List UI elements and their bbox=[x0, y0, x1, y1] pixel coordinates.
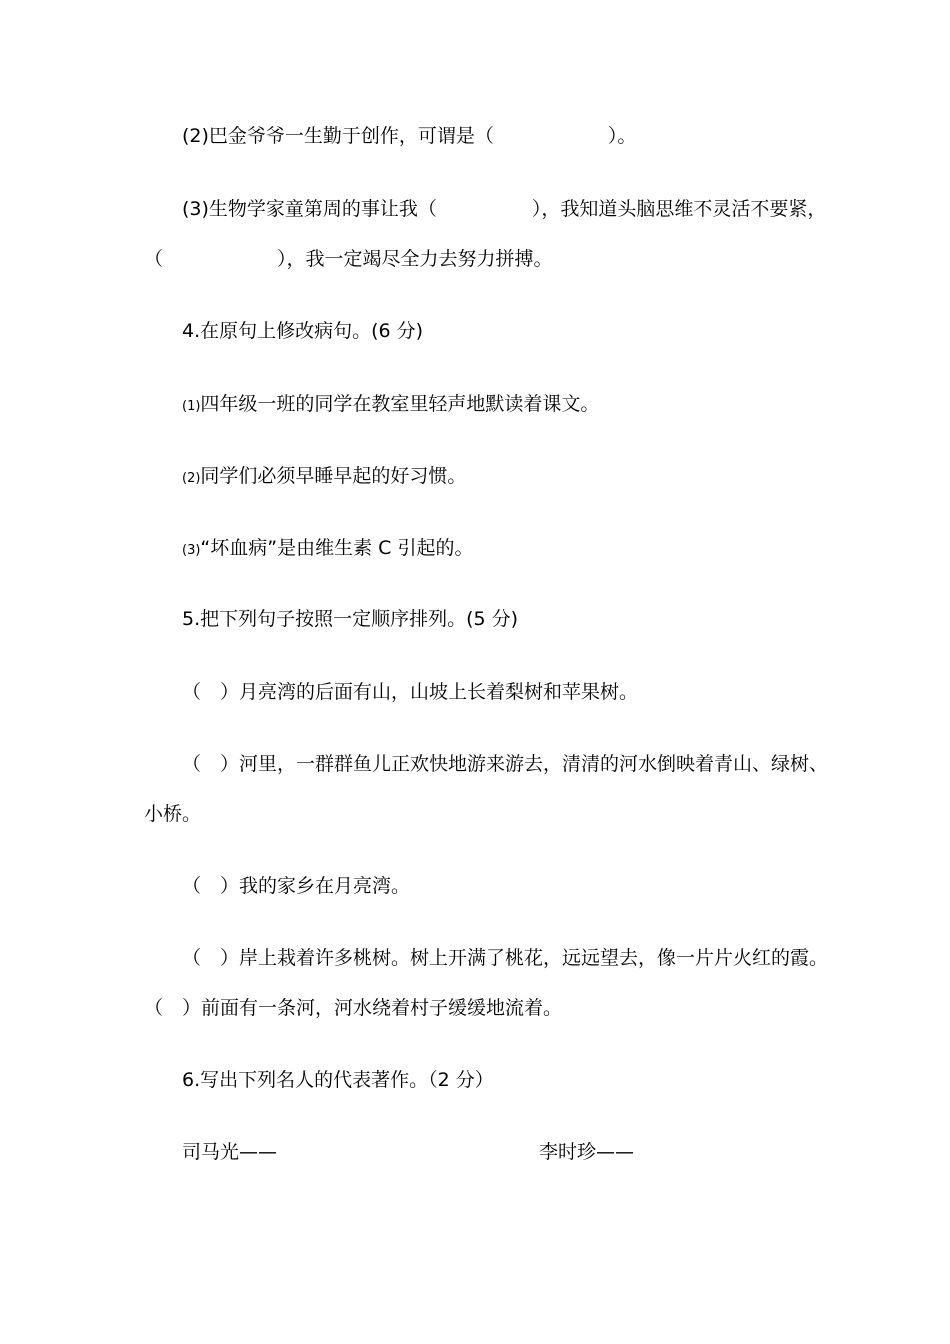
q4-item3-number: (3) bbox=[182, 543, 201, 558]
q4-item2-text: 同学们必须早睡早起的好习惯。 bbox=[200, 465, 467, 487]
q5-sentence-2-line2: 小桥。 bbox=[144, 803, 202, 825]
q5-sentence-2-line1: （ ）河里，一群群鱼儿正欢快地游来游去，清清的河水倒映着青山、绿树、 bbox=[182, 753, 829, 775]
q4-item3 bbox=[182, 536, 473, 563]
q4-item1 bbox=[182, 392, 599, 419]
q5-sentence-4: （ ）岸上栽着许多桃树。树上开满了桃花，远远望去，像一片片火红的霞。 bbox=[182, 947, 829, 969]
q3-item2: (2)巴金爷爷一生勤于创作，可谓是（ ）。 bbox=[182, 125, 637, 147]
q4-title: 4.在原句上修改病句。(6 分) bbox=[182, 320, 424, 342]
q5-sentence-3: （ ）我的家乡在月亮湾。 bbox=[182, 875, 411, 897]
q4-item3-text: “坏血病”是由维生素 C 引起的。 bbox=[200, 537, 474, 559]
q4-item2-number: (2) bbox=[182, 471, 201, 486]
q4-item2 bbox=[182, 464, 466, 491]
q3-item3-line2: （ ），我一定竭尽全力去努力拼搏。 bbox=[144, 248, 553, 270]
q6-title: 6.写出下列名人的代表著作。（2 分） bbox=[182, 1069, 494, 1091]
q6-name-li-shizhen: 李时珍—— bbox=[539, 1141, 635, 1163]
q3-item3-line1: (3)生物学家童第周的事让我（ ），我知道头脑思维不灵活不要紧， bbox=[182, 198, 827, 220]
q4-item1-number: (1) bbox=[182, 399, 201, 414]
q6-name-sima-guang: 司马光—— bbox=[182, 1141, 278, 1163]
q5-title: 5.把下列句子按照一定顺序排列。(5 分) bbox=[182, 608, 519, 630]
q5-sentence-1: （ ）月亮湾的后面有山，山坡上长着梨树和苹果树。 bbox=[182, 681, 639, 703]
q5-sentence-5: （ ）前面有一条河，河水绕着村子缓缓地流着。 bbox=[144, 997, 563, 1019]
q4-item1-text: 四年级一班的同学在教室里轻声地默读着课文。 bbox=[200, 393, 600, 415]
